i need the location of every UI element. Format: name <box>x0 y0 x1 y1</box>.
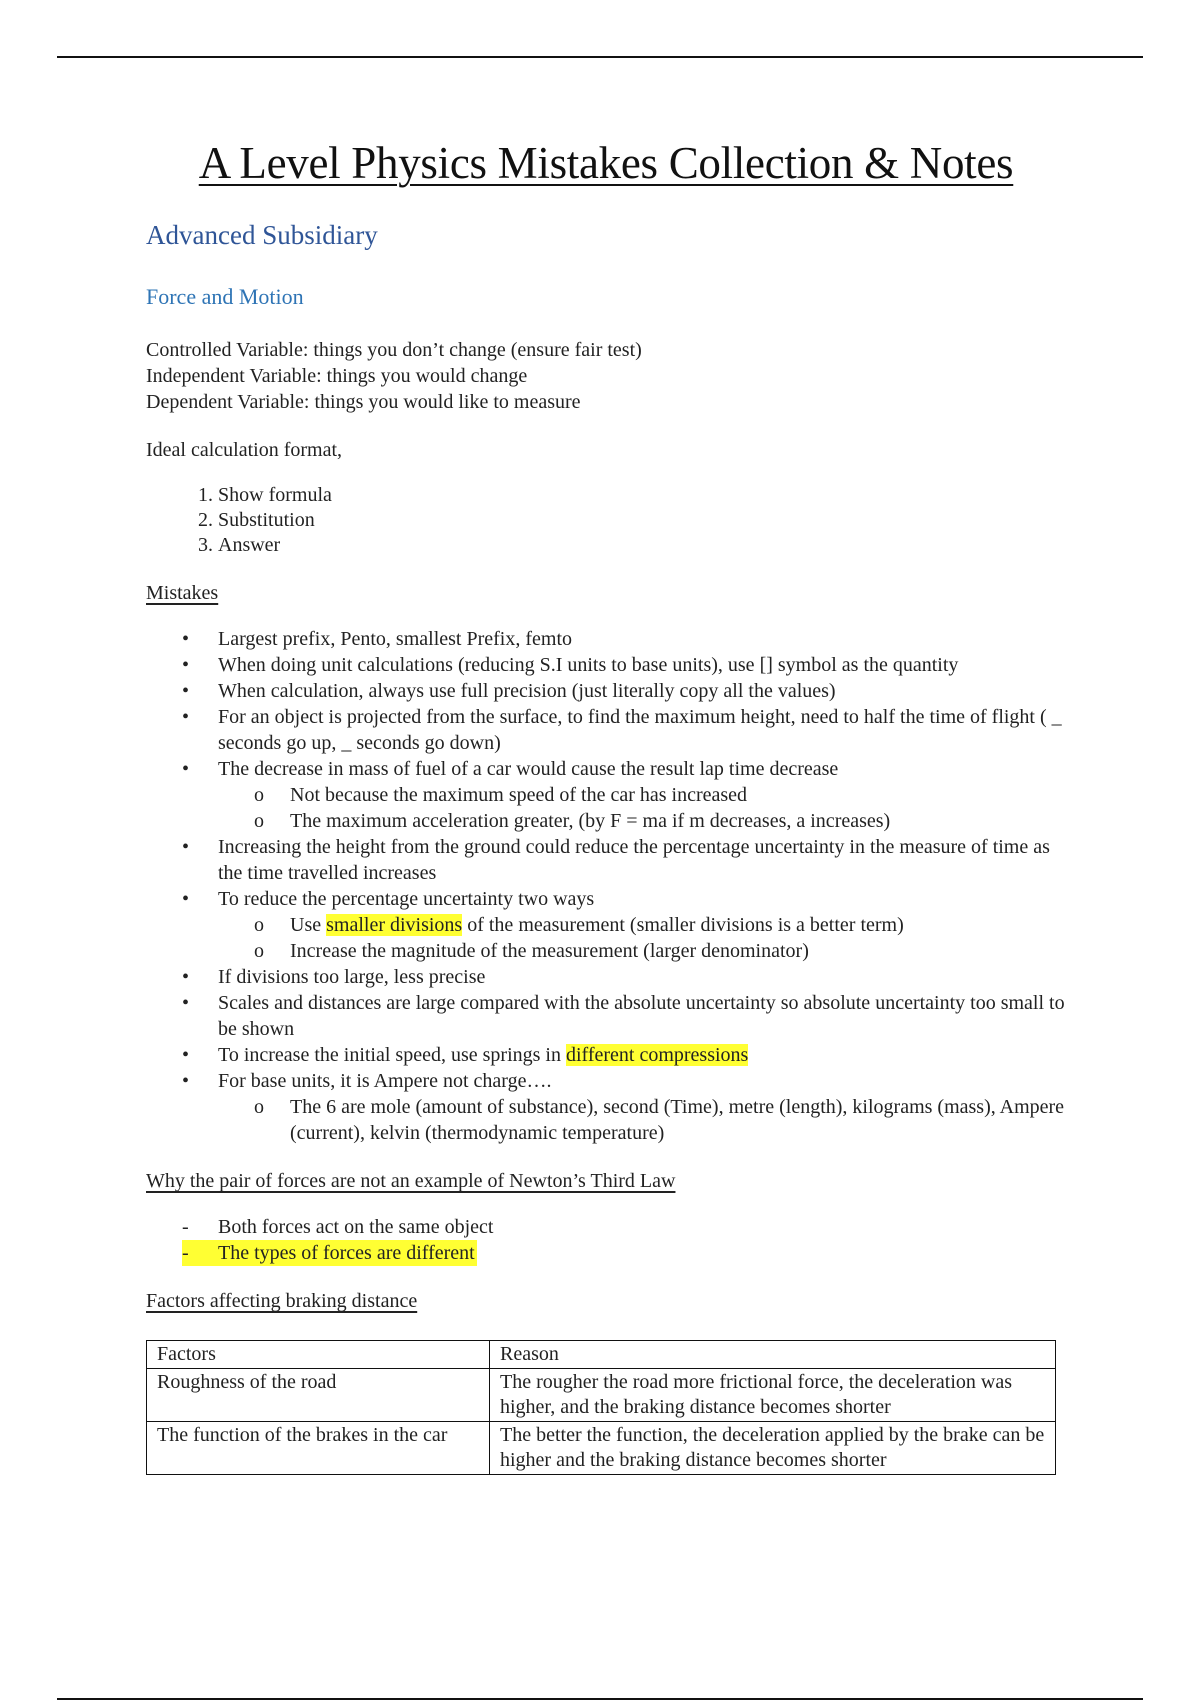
sub-list-item: o The 6 are mole (amount of substance), second (Time), metre (length), kilograms (mass), Ampere (current), kelvin (thermodynamic temperature) <box>254 1096 1065 1145</box>
sub-list-item: o Not because the maximum speed of the car has increased <box>254 784 748 807</box>
calc-steps-list <box>146 483 1066 558</box>
sub-list-item: o The maximum acceleration greater, (by F = ma if m decreases, a increases) <box>254 810 891 833</box>
document-page <box>146 135 1066 1475</box>
controlled-variable-line: Controlled Variable: things you don’t change (ensure fair test) <box>146 339 642 362</box>
list-item: 1. Show formula <box>218 483 1066 508</box>
list-item: • When calculation, always use full precision (just literally copy all the values) <box>182 680 836 703</box>
dependent-variable-line: Dependent Variable: things you would like to measure <box>146 391 581 414</box>
variables-block <box>146 337 1066 415</box>
list-item: • For base units, it is Ampere not charge…. o The 6 are mole (amount of substance), second (Time), metre (length), kilograms (mass), Ampere (current), kelvin (thermodynamic temperature) <box>182 1070 1065 1145</box>
braking-heading: Factors affecting braking distance <box>146 1290 418 1313</box>
braking-table <box>146 1340 1056 1475</box>
document-title: A Level Physics Mistakes Collection & Notes <box>198 138 1014 188</box>
table-row <box>147 1422 1056 1475</box>
table-cell: Roughness of the road <box>147 1369 490 1422</box>
independent-variable-line: Independent Variable: things you would change <box>146 365 528 388</box>
highlight: smaller divisions <box>326 914 463 937</box>
newton-list <box>146 1214 1066 1266</box>
list-item: • Increasing the height from the ground could reduce the percentage uncertainty in the measure of time as the time travelled increases <box>182 836 1050 885</box>
section-heading: Force and Motion <box>146 283 304 309</box>
list-item: • To increase the initial speed, use springs in different compressions <box>182 1044 749 1067</box>
sub-list-item: o Use smaller divisions of the measurement (smaller divisions is a better term) <box>254 914 904 937</box>
table-header-row <box>147 1341 1056 1369</box>
top-rule <box>57 56 1143 58</box>
list-item: • When doing unit calculations (reducing S.I units to base units), use [] symbol as the quantity <box>182 654 959 677</box>
table-row <box>147 1369 1056 1422</box>
newton-heading: Why the pair of forces are not an example of Newton’s Third Law <box>146 1170 676 1193</box>
list-item: • Largest prefix, Pento, smallest Prefix, femto <box>182 628 572 651</box>
list-item: • If divisions too large, less precise <box>182 966 486 989</box>
list-item: • For an object is projected from the surface, to find the maximum height, need to half the time of flight ( _ seconds go up, _ seconds go down) <box>182 706 1062 755</box>
table-cell: The better the function, the deceleration applied by the brake can be higher and the braking distance becomes shorter <box>490 1422 1056 1475</box>
calc-intro: Ideal calculation format, <box>146 439 343 462</box>
table-header-cell: Factors <box>147 1341 490 1369</box>
table-cell: The function of the brakes in the car <box>147 1422 490 1475</box>
table-cell: The rougher the road more frictional force, the deceleration was higher, and the braking distance becomes shorter <box>490 1369 1056 1422</box>
list-item: 3. Answer <box>218 533 1066 558</box>
list-item: • Scales and distances are large compared with the absolute uncertainty so absolute uncertainty too small to be shown <box>182 992 1065 1041</box>
highlight: different compressions <box>565 1044 749 1067</box>
list-item: • The decrease in mass of fuel of a car would cause the result lap time decrease o Not because the maximum speed of the car has increased o The maximum acceleration greater, (by F = ma if m decreases, a increases) <box>146 756 1066 834</box>
list-item: 2. Substitution <box>218 508 1066 533</box>
mistakes-heading: Mistakes <box>146 582 219 605</box>
sub-list-item: o Increase the magnitude of the measurement (larger denominator) <box>254 940 809 963</box>
list-item: • To reduce the percentage uncertainty two ways o Use smaller divisions of the measurement (smaller divisions is a better term) o Increase the magnitude of the measurement (larger denominator) <box>146 886 1066 964</box>
mistakes-list <box>146 626 1066 1146</box>
list-item: - The types of forces are different <box>182 1242 475 1265</box>
list-item: - Both forces act on the same object <box>182 1216 494 1239</box>
table-header-cell: Reason <box>490 1341 1056 1369</box>
subtitle-heading: Advanced Subsidiary <box>146 220 378 251</box>
